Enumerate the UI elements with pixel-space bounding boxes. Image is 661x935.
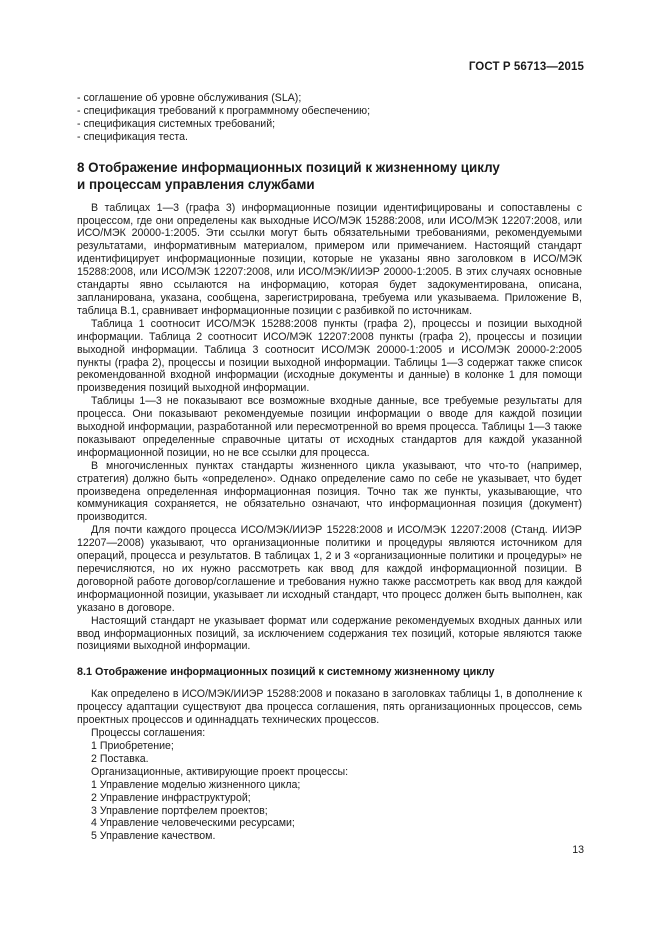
list-item: 5 Управление качеством. [91, 830, 216, 843]
paragraph: Таблица 1 соотносит ИСО/МЭК 15288:2008 пункты (графа 2), процессы и позиции выходной информации. Таблица 2 соотносит ИСО/МЭК 12207:2008 пункты (графа 2), процессы и позиции выходной информации. Таблица 3 соотносит ИСО/МЭК 20000-1:2005 и ИСО/МЭК 20000-2:2005 пункты (графа 2), процессы и позиции выходной информации. Таблицы 1—3 содержат также список рекомендованной входной информации (исходные документы и данные) в колонке 1 для помощи произведения позиций выходной информации. [77, 317, 582, 395]
paragraph: Настоящий стандарт не указывает формат или содержание рекомендуемых входных данных или ввод информационных позиций, за исключением содержания тех позиций, которые являются также позициями выходной информации. [77, 614, 582, 653]
list-item: 4 Управление человеческими ресурсами; [91, 817, 295, 830]
section-title [77, 159, 582, 193]
list-item: 1 Управление моделью жизненного цикла; [91, 778, 301, 791]
section-title-line-2: и процессам управления службами [77, 176, 315, 192]
page-number: 13 [572, 844, 584, 856]
list-heading: Организационные, активирующие проект процессы: [91, 765, 349, 778]
list-item: 1 Приобретение; [91, 739, 174, 752]
list-item: 2 Поставка. [91, 752, 149, 765]
subsection-title: 8.1 Отображение информационных позиций к системному жизненному циклу [77, 666, 495, 679]
paragraph: В таблицах 1—3 (графа 3) информационные позиции идентифицированы и сопоставлены с процессом, где они определены как выходные ИСО/МЭК 15288:2008, или ИСО/МЭК 12207:2008, или ИСО/МЭК 20000-1:2005. Эти ссылки могут быть обязательными требованиями, рекомендуемыми результатами, информативным материалом, примером или примечанием. Настоящий стандарт идентифицирует информационные позиции, которые не указаны явно заголовком в ИСО/МЭК 15288:2008, или ИСО/МЭК 12207:2008, или ИСО/МЭК/ИИЭР 20000-1:2005. В этих случаях основные стандарты явно ссылаются на информацию, которая будет задокументирована, описана, запланирована, указана, сообщена, зарегистрирована, требуема или указываема. Приложение В, таблица В.1, сравнивает информационные позиции с разбивкой по источникам. [77, 201, 582, 317]
paragraph: В многочисленных пунктах стандарты жизненного цикла указывают, что что-то (например, стратегия) должно быть «определено». Однако определение само по себе не указывает, что будет произведена определенная информационная позиция. Точно так же пункты, указывающие, что коммуникация сохраняется, не обязательно означают, что информационная позиция (документ) производится. [77, 459, 582, 524]
subsection-intro: Как определено в ИСО/МЭК/ИИЭР 15288:2008 и показано в заголовках таблицы 1, в дополнение к процессу адаптации существуют два процесса соглашения, пять организационных процессов, семь проектных процессов и одиннадцать технических процессов. [77, 688, 582, 727]
agreement-processes-list [77, 727, 582, 843]
document-body [77, 92, 582, 843]
list-item: - спецификация системных требований; [77, 117, 276, 130]
section-title-line-1: 8 Отображение информационных позиций к жизненному циклу [77, 159, 500, 175]
list-item: - спецификация теста. [77, 130, 188, 143]
list-item: 2 Управление инфраструктурой; [91, 791, 251, 804]
paragraph: Таблицы 1—3 не показывают все возможные входные данные, все требуемые результаты для процесса. Они показывают рекомендуемые позиции информации о вводе для каждой позиции выходной информации, разработанной или пересмотренной во время процесса. Таблицы 1—3 также показывают определенные справочные цитаты от исходных стандартов для каждой указанной информационной позиции, но не все ссылки для процесса. [77, 395, 582, 459]
list-heading: Процессы соглашения: [91, 727, 206, 740]
list-item: 3 Управление портфелем проектов; [91, 804, 268, 817]
paragraph: Для почти каждого процесса ИСО/МЭК/ИИЭР 15228:2008 и ИСО/МЭК 12207:2008 (Станд. ИИЭР 12207—2008) указывают, что организационные политики и процедуры являются источником для операций, процесса и результатов. В таблицах 1, 2 и 3 «организационные политики и процедуры» не перечисляются, но их нужно рассмотреть как ввод для каждой информационной позиции. В договорной работе договор/соглашение и требования нужно также рассмотреть как ввод для каждой информационной позиции, указывает ли исходный стандарт, что процесс должен быть выполнен, как указано в договоре. [77, 524, 582, 614]
page-header-standard-code: ГОСТ Р 56713—2015 [468, 61, 584, 73]
list-item: - спецификация требований к программному обеспечению; [77, 104, 371, 117]
list-item: - соглашение об уровне обслуживания (SLA); [77, 92, 302, 104]
dash-list [77, 92, 582, 144]
